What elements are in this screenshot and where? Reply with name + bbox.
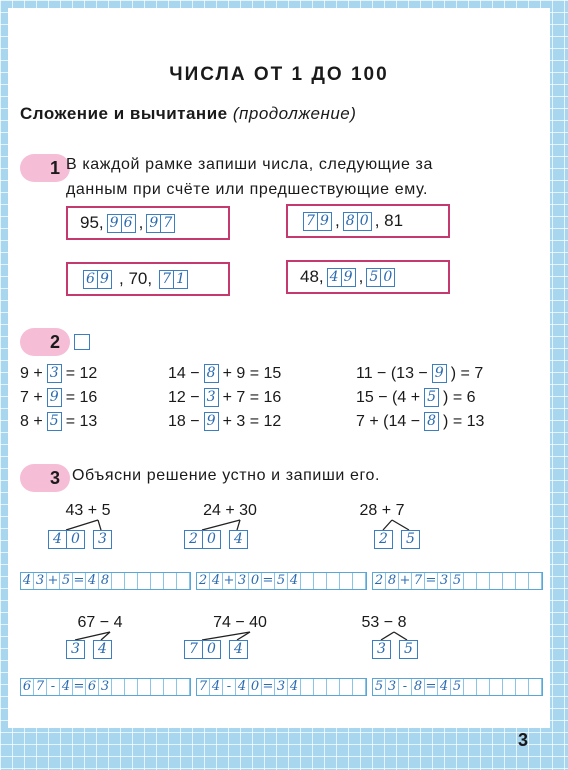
answer-digit: 6 bbox=[86, 270, 95, 287]
strip-cell: = bbox=[73, 573, 85, 588]
answer-digit: 9 bbox=[149, 214, 159, 231]
strip-cell: 5 bbox=[451, 679, 464, 695]
strip-cell bbox=[112, 573, 125, 589]
split-digit: 0 bbox=[202, 531, 220, 548]
task-2-badge: 2 bbox=[20, 328, 70, 356]
branch-line bbox=[392, 520, 409, 530]
strip-cell: 4 bbox=[21, 573, 34, 589]
page-title: ЧИСЛА ОТ 1 ДО 100 bbox=[169, 64, 389, 85]
answer-strip[interactable] bbox=[372, 572, 543, 590]
strip-cell: + bbox=[47, 573, 59, 588]
answer-strip[interactable] bbox=[372, 678, 543, 696]
split-box[interactable] bbox=[184, 640, 221, 659]
strip-cell bbox=[314, 679, 327, 695]
strip-cell: 4 bbox=[288, 679, 301, 695]
equation-right: ) = 7 bbox=[450, 364, 484, 382]
task-1-text-1: В каждой рамке запиши числа, следующие за bbox=[66, 156, 433, 173]
strip-cell bbox=[353, 573, 366, 589]
strip-cell bbox=[314, 573, 327, 589]
strip-cell: 2 bbox=[197, 573, 210, 589]
strip-cell: 8 bbox=[386, 573, 399, 589]
strip-cell: 2 bbox=[373, 573, 386, 589]
split-box[interactable] bbox=[229, 530, 248, 549]
equation-right: ) = 13 bbox=[443, 412, 485, 430]
equation-left: 8 + bbox=[20, 412, 43, 430]
split-digit: 7 bbox=[189, 641, 198, 657]
decomposition bbox=[66, 640, 112, 659]
split-digit: 4 bbox=[234, 531, 243, 547]
task-1-text-2: данным при счёте или предшествующие ему. bbox=[66, 181, 429, 198]
given-number: 48, bbox=[300, 267, 324, 286]
expression: 24 + 30 bbox=[203, 502, 257, 519]
strip-cell: - bbox=[399, 679, 412, 695]
answer-digit: 7 bbox=[306, 212, 315, 229]
strip-cell: + bbox=[223, 573, 235, 588]
strip-cell: 3 bbox=[386, 679, 399, 695]
decomposition bbox=[184, 530, 248, 549]
expression: 43 + 5 bbox=[65, 502, 111, 519]
strip-cell bbox=[529, 679, 542, 695]
decomposition bbox=[48, 530, 112, 549]
answer-digit: 0 bbox=[380, 269, 394, 286]
split-digit: 5 bbox=[404, 641, 413, 657]
split-box[interactable] bbox=[66, 640, 85, 659]
split-box[interactable] bbox=[93, 530, 112, 549]
equation-right: = 13 bbox=[65, 412, 98, 430]
decomposition bbox=[372, 640, 418, 659]
answer-strip[interactable] bbox=[20, 678, 191, 696]
branch-line bbox=[381, 632, 394, 640]
strip-cell bbox=[516, 573, 529, 589]
equation-right: + 9 = 15 bbox=[222, 364, 282, 382]
equation-right: = 16 bbox=[65, 388, 98, 406]
strip-cell: 8 bbox=[99, 573, 112, 589]
answer-digit: 3 bbox=[206, 389, 216, 405]
answer-strip[interactable] bbox=[196, 572, 367, 590]
branch-line bbox=[202, 520, 240, 530]
equation-right: ) = 6 bbox=[443, 388, 476, 406]
answer-digit: 4 bbox=[329, 268, 339, 285]
strip-cell: + bbox=[399, 573, 411, 588]
answer-digit: 8 bbox=[427, 413, 436, 429]
strip-cell: 3 bbox=[275, 679, 288, 695]
strip-cell: 6 bbox=[21, 679, 34, 695]
expression: 74 − 40 bbox=[213, 614, 267, 631]
strip-cell: 4 bbox=[438, 679, 451, 695]
split-digit: 5 bbox=[406, 531, 415, 547]
strip-cell bbox=[301, 679, 314, 695]
answer-digit: 3 bbox=[49, 365, 59, 381]
equation-left: 15 − (4 + bbox=[356, 388, 421, 406]
split-digit: 0 bbox=[202, 641, 220, 658]
strip-cell: 7 bbox=[34, 679, 47, 695]
answer-digit: 9 bbox=[434, 365, 444, 381]
strip-cell: 7 bbox=[197, 679, 210, 695]
equation-right: = 12 bbox=[65, 364, 98, 382]
split-box[interactable] bbox=[374, 530, 393, 549]
strip-cell bbox=[529, 573, 542, 589]
strip-cell: = bbox=[262, 573, 274, 588]
strip-cell bbox=[151, 679, 164, 695]
strip-cell bbox=[112, 679, 125, 695]
decomposition bbox=[374, 530, 420, 549]
split-digit: 4 bbox=[98, 641, 107, 657]
equation-left: 7 + (14 − bbox=[356, 412, 421, 430]
strip-cell: 5 bbox=[275, 573, 288, 589]
equation-left: 12 − bbox=[168, 388, 200, 406]
equation-left: 7 + bbox=[20, 388, 43, 406]
strip-cell bbox=[340, 573, 353, 589]
strip-cell: = bbox=[425, 679, 437, 694]
strip-cell bbox=[164, 573, 177, 589]
answer-digit: 9 bbox=[206, 413, 216, 429]
strip-cell bbox=[177, 679, 190, 695]
comma: , bbox=[335, 211, 340, 230]
strip-cell: 3 bbox=[99, 679, 112, 695]
strip-cell bbox=[353, 679, 366, 695]
split-digit: 2 bbox=[189, 531, 198, 547]
task-1-badge: 1 bbox=[20, 154, 70, 182]
strip-cell bbox=[464, 573, 477, 589]
answer-digit: 8 bbox=[345, 212, 355, 229]
equation-right: + 3 = 12 bbox=[222, 412, 282, 430]
split-digit: 3 bbox=[377, 641, 386, 657]
strip-cell: 0 bbox=[249, 679, 262, 695]
strip-cell bbox=[477, 573, 490, 589]
split-box[interactable] bbox=[399, 640, 418, 659]
expression: 28 + 7 bbox=[359, 502, 405, 519]
split-digit: 4 bbox=[53, 531, 62, 547]
strip-cell: 4 bbox=[210, 573, 223, 589]
strip-cell: 3 bbox=[438, 573, 451, 589]
strip-cell bbox=[464, 679, 477, 695]
decomposition bbox=[184, 640, 248, 659]
strip-cell bbox=[503, 679, 516, 695]
split-box[interactable] bbox=[93, 640, 112, 659]
split-box[interactable] bbox=[401, 530, 420, 549]
equation-left: 9 + bbox=[20, 364, 43, 382]
comma: , bbox=[358, 267, 364, 286]
strip-cell: 5 bbox=[60, 573, 73, 589]
branch-line bbox=[66, 520, 98, 530]
answer-strip[interactable] bbox=[20, 572, 191, 590]
answer-digit: 7 bbox=[162, 270, 172, 287]
task-3-badge: 3 bbox=[20, 464, 70, 492]
task-3-instruction: Объясни решение устно и запиши его. bbox=[72, 467, 381, 484]
strip-cell bbox=[138, 679, 151, 695]
branch-line bbox=[394, 632, 407, 640]
split-digit: 3 bbox=[71, 641, 80, 657]
strip-cell: 0 bbox=[249, 573, 262, 589]
split-box[interactable] bbox=[48, 530, 85, 549]
strip-cell bbox=[477, 679, 490, 695]
answer-digit: 6 bbox=[121, 215, 135, 232]
strip-cell: 4 bbox=[86, 573, 99, 589]
answer-digit: 9 bbox=[97, 271, 111, 288]
equation-left: 11 − (13 − bbox=[356, 364, 428, 382]
branch-line bbox=[383, 520, 392, 530]
strip-cell: 8 bbox=[412, 679, 425, 695]
strip-cell: 7 bbox=[412, 573, 425, 589]
strip-cell: 4 bbox=[236, 679, 249, 695]
strip-cell bbox=[138, 573, 151, 589]
answer-digit: 1 bbox=[173, 271, 187, 288]
strip-cell bbox=[151, 573, 164, 589]
expression: 67 − 4 bbox=[77, 614, 123, 631]
strip-cell: 5 bbox=[451, 573, 464, 589]
strip-cell bbox=[125, 679, 138, 695]
answer-digit: 0 bbox=[357, 213, 371, 230]
strip-cell bbox=[490, 679, 503, 695]
strip-cell: 4 bbox=[288, 573, 301, 589]
workbook-page bbox=[8, 8, 550, 750]
strip-cell bbox=[301, 573, 314, 589]
strip-cell bbox=[177, 573, 190, 589]
answer-digit: 5 bbox=[49, 413, 59, 429]
subtitle-continued: (продолжение) bbox=[232, 104, 357, 123]
answer-digit: 5 bbox=[369, 268, 379, 285]
strip-cell: 6 bbox=[86, 679, 99, 695]
equation-left: 14 − bbox=[168, 364, 200, 382]
page-number: 3 bbox=[517, 730, 528, 750]
branch-line bbox=[98, 520, 101, 530]
answer-strip[interactable] bbox=[196, 678, 367, 696]
strip-cell: - bbox=[47, 679, 60, 695]
equation-right: + 7 = 16 bbox=[222, 388, 282, 406]
strip-cell: 4 bbox=[210, 679, 223, 695]
equation-left: 18 − bbox=[168, 412, 200, 430]
split-digit: 3 bbox=[98, 531, 107, 547]
split-box[interactable] bbox=[372, 640, 391, 659]
strip-cell bbox=[503, 573, 516, 589]
given-number: 95, bbox=[80, 213, 104, 232]
given-number: , 81 bbox=[374, 211, 404, 230]
answer-digit: 9 bbox=[317, 213, 331, 230]
strip-cell: 4 bbox=[60, 679, 73, 695]
answer-digit: 7 bbox=[160, 215, 174, 232]
strip-cell bbox=[125, 573, 138, 589]
split-digit: 2 bbox=[379, 531, 388, 547]
strip-cell bbox=[327, 679, 340, 695]
strip-cell: = bbox=[262, 679, 274, 694]
strip-cell: = bbox=[425, 573, 437, 588]
given-number: , 70, bbox=[119, 269, 153, 288]
branch-line bbox=[237, 520, 240, 530]
strip-cell: - bbox=[223, 679, 236, 695]
answer-digit: 9 bbox=[109, 214, 119, 231]
split-digit: 0 bbox=[66, 531, 84, 548]
answer-digit: 8 bbox=[206, 365, 216, 381]
split-digit: 4 bbox=[234, 641, 243, 657]
comma: , bbox=[138, 213, 144, 232]
expression: 53 − 8 bbox=[361, 614, 407, 631]
strip-cell bbox=[516, 679, 529, 695]
subtitle-main: Сложение и вычитание bbox=[20, 104, 228, 123]
strip-cell bbox=[490, 573, 503, 589]
answer-digit: 9 bbox=[49, 389, 59, 405]
strip-cell: 3 bbox=[34, 573, 47, 589]
strip-cell: 3 bbox=[236, 573, 249, 589]
strip-cell bbox=[164, 679, 177, 695]
answer-digit: 9 bbox=[341, 269, 355, 286]
strip-cell: 5 bbox=[373, 679, 386, 695]
answer-digit: 5 bbox=[427, 389, 436, 405]
strip-cell bbox=[327, 573, 340, 589]
strip-cell bbox=[340, 679, 353, 695]
strip-cell: = bbox=[73, 679, 85, 694]
split-box[interactable] bbox=[229, 640, 248, 659]
split-box[interactable] bbox=[184, 530, 221, 549]
